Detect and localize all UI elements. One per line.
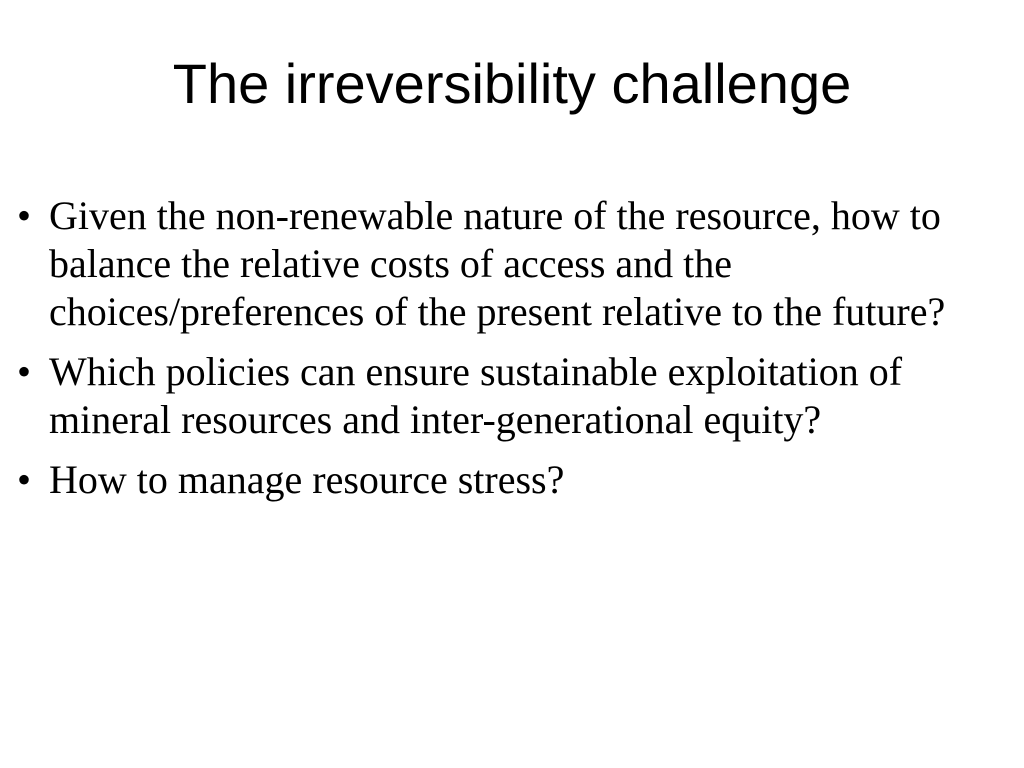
bullet-text: Which policies can ensure sustainable exploitation of mineral resources and inter-generational equity? — [49, 349, 903, 442]
bullet-icon: • — [17, 457, 32, 502]
bullet-list — [17, 192, 1007, 516]
bullet-text: Given the non-renewable nature of the resource, how to balance the relative costs of access and the choices/preferences of the present relative to the future? — [49, 193, 946, 334]
bullet-icon: • — [17, 193, 32, 238]
bullet-icon: • — [17, 349, 32, 394]
bullet-item — [17, 192, 1007, 336]
bullet-item — [17, 348, 1007, 444]
slide-title: The irreversibility challenge — [172, 52, 852, 115]
bullet-item — [17, 456, 1007, 504]
bullet-text: How to manage resource stress? — [49, 457, 565, 502]
